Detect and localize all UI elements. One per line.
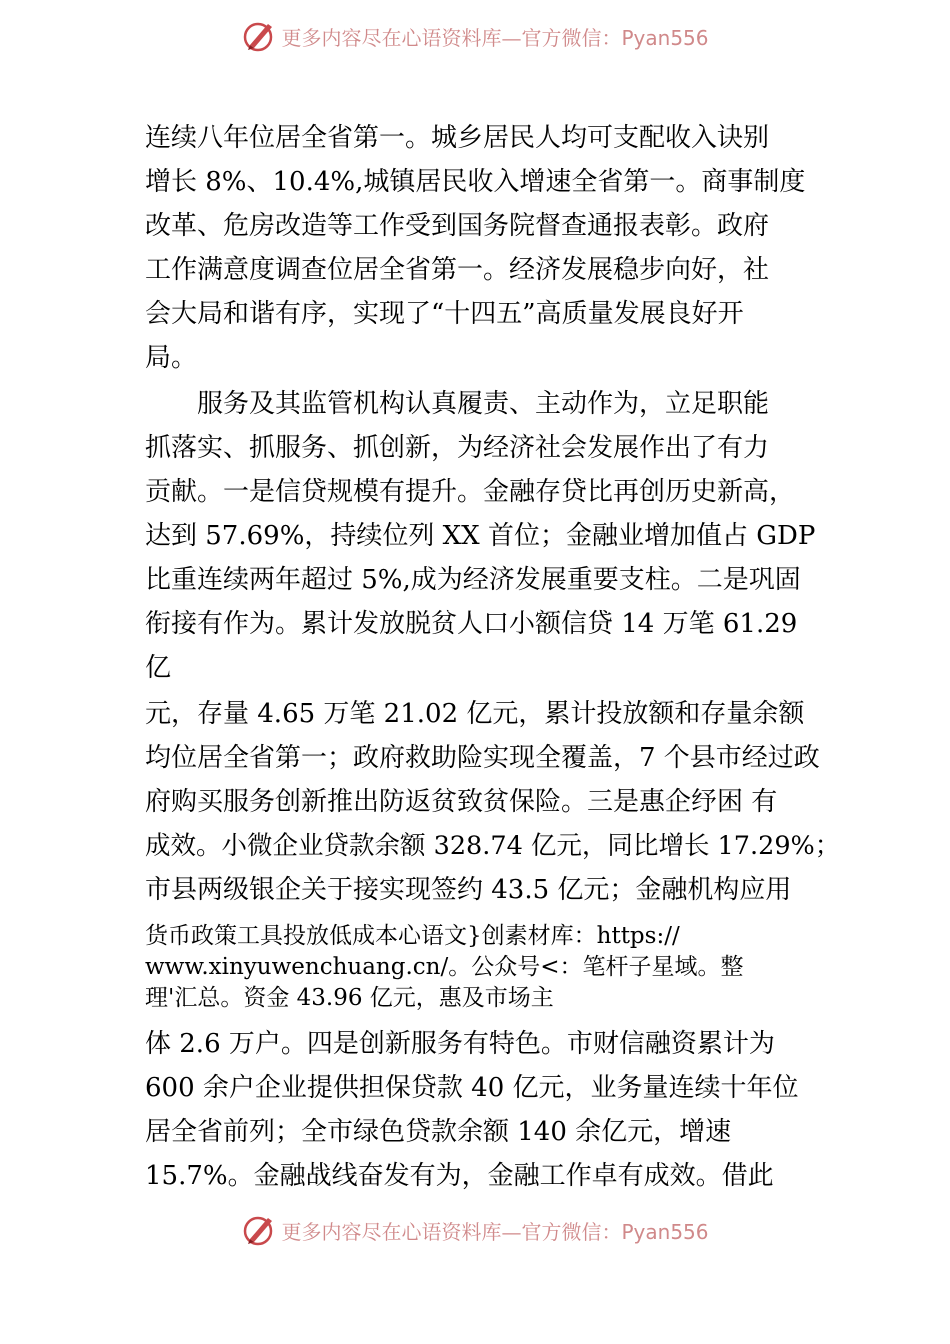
- text-line: 局。: [145, 343, 198, 373]
- text-line: 元，存量 4.65 万笔 21.02 亿元，累计投放额和存量余额: [145, 699, 805, 729]
- text-line: 理'汇总。资金 43.96 亿元，惠及市场主: [145, 985, 554, 1011]
- text-line: 成效。小微企业贷款余额 328.74 亿元，同比增长 17.29%；: [145, 831, 841, 861]
- text-line: 连续八年位居全省第一。城乡居民人均可支配收入诀别: [145, 123, 770, 153]
- text-line: 改革、危房改造等工作受到国务院督查通报表彰。政府: [145, 211, 770, 241]
- text-line: 贡献。一是信贷规模有提升。金融存贷比再创历史新高，: [145, 477, 796, 507]
- text-line: 衔接有作为。累计发放脱贫人口小额信贷 14 万笔 61.29: [145, 609, 798, 639]
- text-line: 比重连续两年超过 5%,成为经济发展重要支柱。二是巩固: [145, 565, 801, 595]
- header-watermark-banner: [0, 14, 950, 58]
- text-line: 工作满意度调查位居全省第一。经济发展稳步向好，社: [145, 255, 770, 285]
- text-line: 达到 57.69%，持续位列 XX 首位；金融业增加值占 GDP: [145, 521, 816, 551]
- text-line: 600 余户企业提供担保贷款 40 亿元，业务量连续十年位: [145, 1073, 799, 1103]
- banner-account: Pyan556: [621, 25, 709, 50]
- text-line: 府购买服务创新推出防返贫致贫保险。三是惠企纾困 有: [145, 787, 778, 817]
- text-line: www.xinyuwenchuang.cn/。公众号<：笔杆子星域。整: [145, 954, 744, 980]
- text-line: 货币政策工具投放低成本心语文}创素材库：https://: [145, 923, 680, 949]
- text-line: 市县两级银企关于接实现签约 43.5 亿元；金融机构应用: [145, 875, 792, 905]
- banner-account: Pyan556: [621, 1219, 709, 1244]
- text-line: 亿: [145, 653, 172, 683]
- pen-logo-icon: [241, 18, 277, 54]
- footer-watermark-banner: [0, 1208, 950, 1252]
- banner-text: 更多内容尽在心语资料库—官方微信：Pyan556: [281, 25, 709, 50]
- text-line: 服务及其监管机构认真履责、主动作为，立足职能: [145, 389, 770, 419]
- text-line: 体 2.6 万户。四是创新服务有特色。市财信融资累计为: [145, 1029, 775, 1059]
- text-line: 均位居全省第一；政府救助险实现全覆盖，7 个县市经过政: [145, 743, 820, 773]
- text-line: 15.7%。金融战线奋发有为，金融工作卓有成效。借此: [145, 1161, 774, 1191]
- text-line: 增长 8%、10.4%,城镇居民收入增速全省第一。商事制度: [145, 167, 806, 197]
- pen-logo-icon: [241, 1212, 277, 1248]
- banner-text: 更多内容尽在心语资料库—官方微信：Pyan556: [281, 1219, 709, 1244]
- text-line: 抓落实、抓服务、抓创新，为经济社会发展作出了有力: [145, 433, 770, 463]
- text-line: 会大局和谐有序，实现了“十四五”高质量发展良好开: [145, 299, 744, 329]
- text-line: 居全省前列；全市绿色贷款余额 140 余亿元，增速: [145, 1117, 732, 1147]
